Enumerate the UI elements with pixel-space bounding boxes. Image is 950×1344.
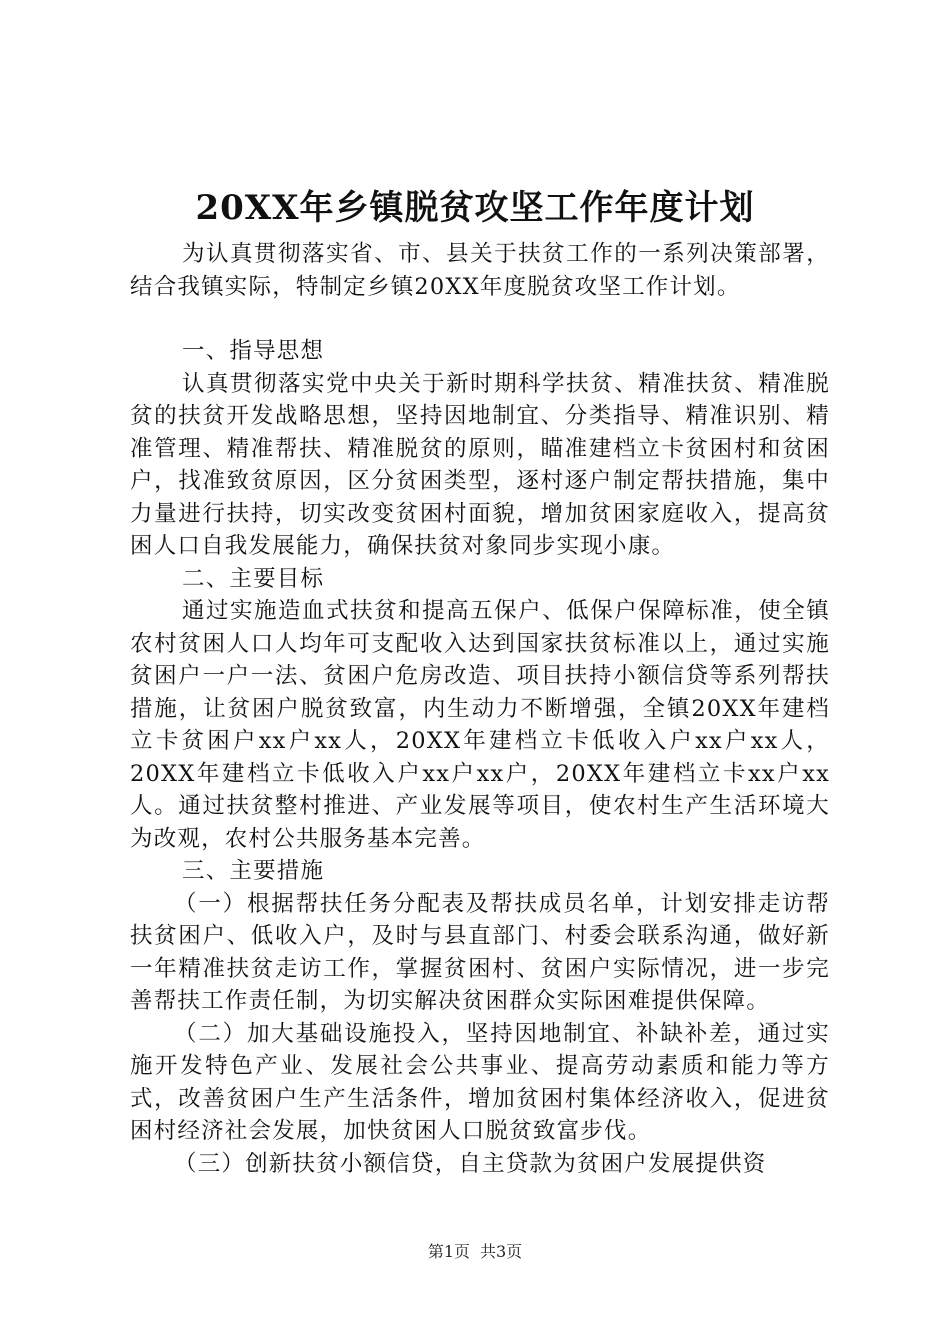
section-body-main-goals: 通过实施造血式扶贫和提高五保户、低保户保障标准，使全镇农村贫困人口人均年可支配收入达到国家扶贫标准以上，通过实施贫困户一户一法、贫困户危房改造、项目扶持小额信贷等系列帮扶措施，让贫困户脱贫致富，内生动力不断增强，全镇20XX年建档立卡贫困户xx户xx人，20XX年建档立卡低收入户xx户xx人，20XX年建档立卡低收入户xx户xx户，20XX年建档立卡xx户xx人。通过扶贫整村推进、产业发展等项目，使农村生产生活环境大为改观，农村公共服务基本完善。 (130, 598, 830, 852)
document-title: 20XX年乡镇脱贫攻坚工作年度计划 (195, 188, 755, 228)
page-total: 共3页 (480, 1242, 523, 1261)
measure-item-1: （一）根据帮扶任务分配表及帮扶成员名单，计划安排走访帮扶贫困户、低收入户，及时与县直部门、村委会联系沟通，做好新一年精准扶贫走访工作，掌握贫困村、贫困户实际情况，进一步完善帮扶工作责任制，为切实解决贫困群众实际困难提供保障。 (130, 890, 830, 1014)
paragraph-gap (130, 303, 830, 335)
section-body-guiding-ideology: 认真贯彻落实党中央关于新时期科学扶贫、精准扶贫、精准脱贫的扶贫开发战略思想，坚持因地制宜、分类指导、精准识别、精准管理、精准帮扶、精准脱贫的原则，瞄准建档立卡贫困村和贫困户，找准致贫原因，区分贫困类型，逐村逐户制定帮扶措施，集中力量进行扶持，切实改变贫困村面貌，增加贫困家庭收入，提高贫困人口自我发展能力，确保扶贫对象同步实现小康。 (130, 370, 830, 559)
section-heading-main-measures: 三、主要措施 (182, 858, 325, 884)
page-number: 第1页 (427, 1242, 470, 1261)
measure-item-3: （三）创新扶贫小额信贷，自主贷款为贫困户发展提供资 (174, 1150, 767, 1177)
intro-paragraph: 为认真贯彻落实省、市、县关于扶贫工作的一系列决策部署，结合我镇实际，特制定乡镇20XX年度脱贫攻坚工作计划。 (130, 241, 830, 300)
section-heading-guiding-ideology: 一、指导思想 (182, 338, 325, 364)
measure-item-2: （二）加大基础设施投入，坚持因地制宜、补缺补差，通过实施开发特色产业、发展社会公共事业、提高劳动素质和能力等方式，改善贫困户生产生活条件，增加贫困村集体经济收入，促进贫困村经济社会发展，加快贫困人口脱贫致富步伐。 (130, 1020, 830, 1144)
document-body (130, 238, 830, 1180)
section-heading-main-goals: 二、主要目标 (182, 565, 325, 592)
page-footer (0, 1240, 950, 1264)
